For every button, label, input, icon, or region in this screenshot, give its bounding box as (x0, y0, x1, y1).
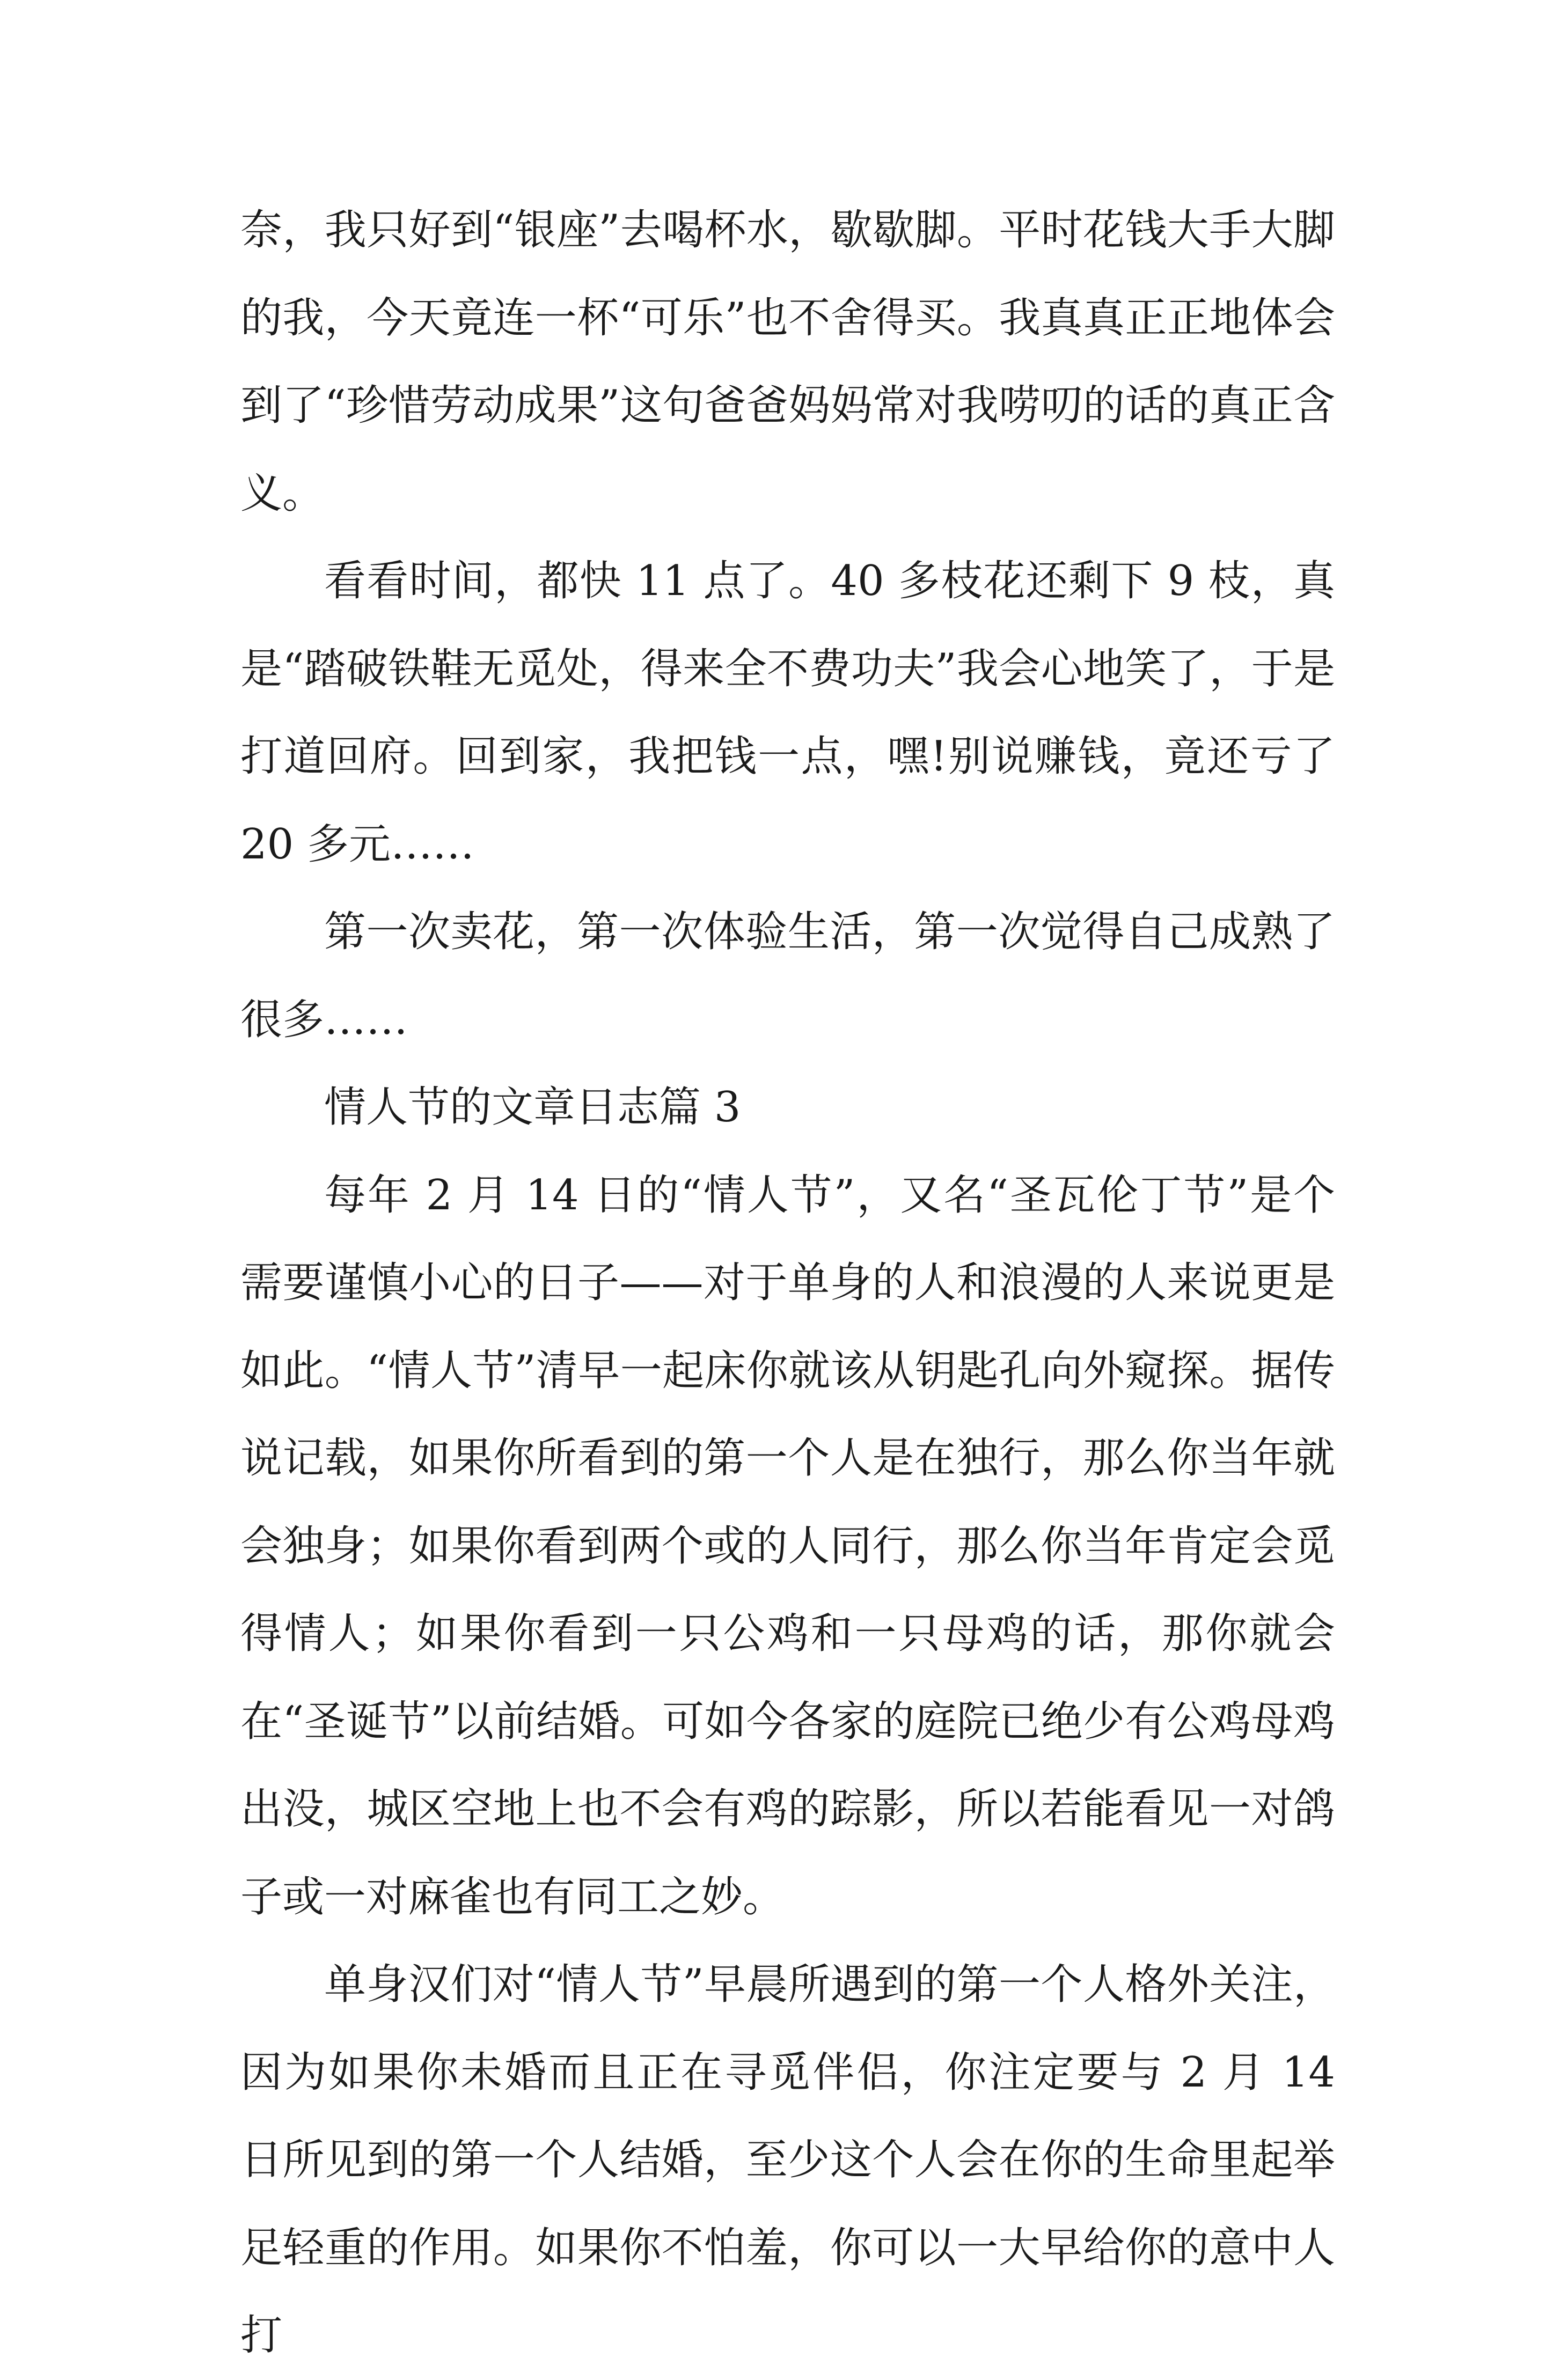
paragraph-selling-time: 看看时间，都快 11 点了。40 多枝花还剩下 9 枝，真是“踏破铁鞋无觅处，得来全不费功夫”我会心地笑了，于是打道回府。回到家，我把钱一点，嘿!别说赚钱，竟还亏了 20 多元…… (240, 557, 1335, 869)
paragraph-single-people: 单身汉们对“情人节”早晨所遇到的第一个人格外关注，因为如果你未婚而且正在寻觅伴侣，你注定要与 2 月 14 日所见到的第一个人结婚，至少这个人会在你的生命里起举足轻重的作用。如果你不怕羞，你可以一大早给你的意中人打 (240, 1960, 1335, 2360)
document-body (240, 187, 1335, 2380)
paragraph-continuation: 奈，我只好到“银座”去喝杯水，歇歇脚。平时花钱大手大脚的我，今天竟连一杯“可乐”也不舍得买。我真真正正地体会到了“珍惜劳动成果”这句爸爸妈妈常对我唠叨的话的真正含义。 (240, 206, 1335, 518)
paragraph-valentines-origin: 每年 2 月 14 日的“情人节”，又名“圣瓦伦丁节”是个需要谨慎小心的日子——对于单身的人和浪漫的人来说更是如此。“情人节”清早一起床你就该从钥匙孔向外窥探。据传说记载，如果你所看到的第一个人是在独行，那么你当年就会独身；如果你看到两个或的人同行，那么你当年肯定会觅得情人；如果你看到一只公鸡和一只母鸡的话，那你就会在“圣诞节”以前结婚。可如今各家的庭院已绝少有公鸡母鸡出没，城区空地上也不会有鸡的踪影，所以若能看见一对鸽子或一对麻雀也有同工之妙。 (240, 1171, 1335, 1921)
paragraph-first-time: 第一次卖花，第一次体验生活，第一次觉得自己成熟了很多…… (240, 908, 1335, 1044)
section-heading: 情人节的文章日志篇 3 (324, 1083, 741, 1132)
